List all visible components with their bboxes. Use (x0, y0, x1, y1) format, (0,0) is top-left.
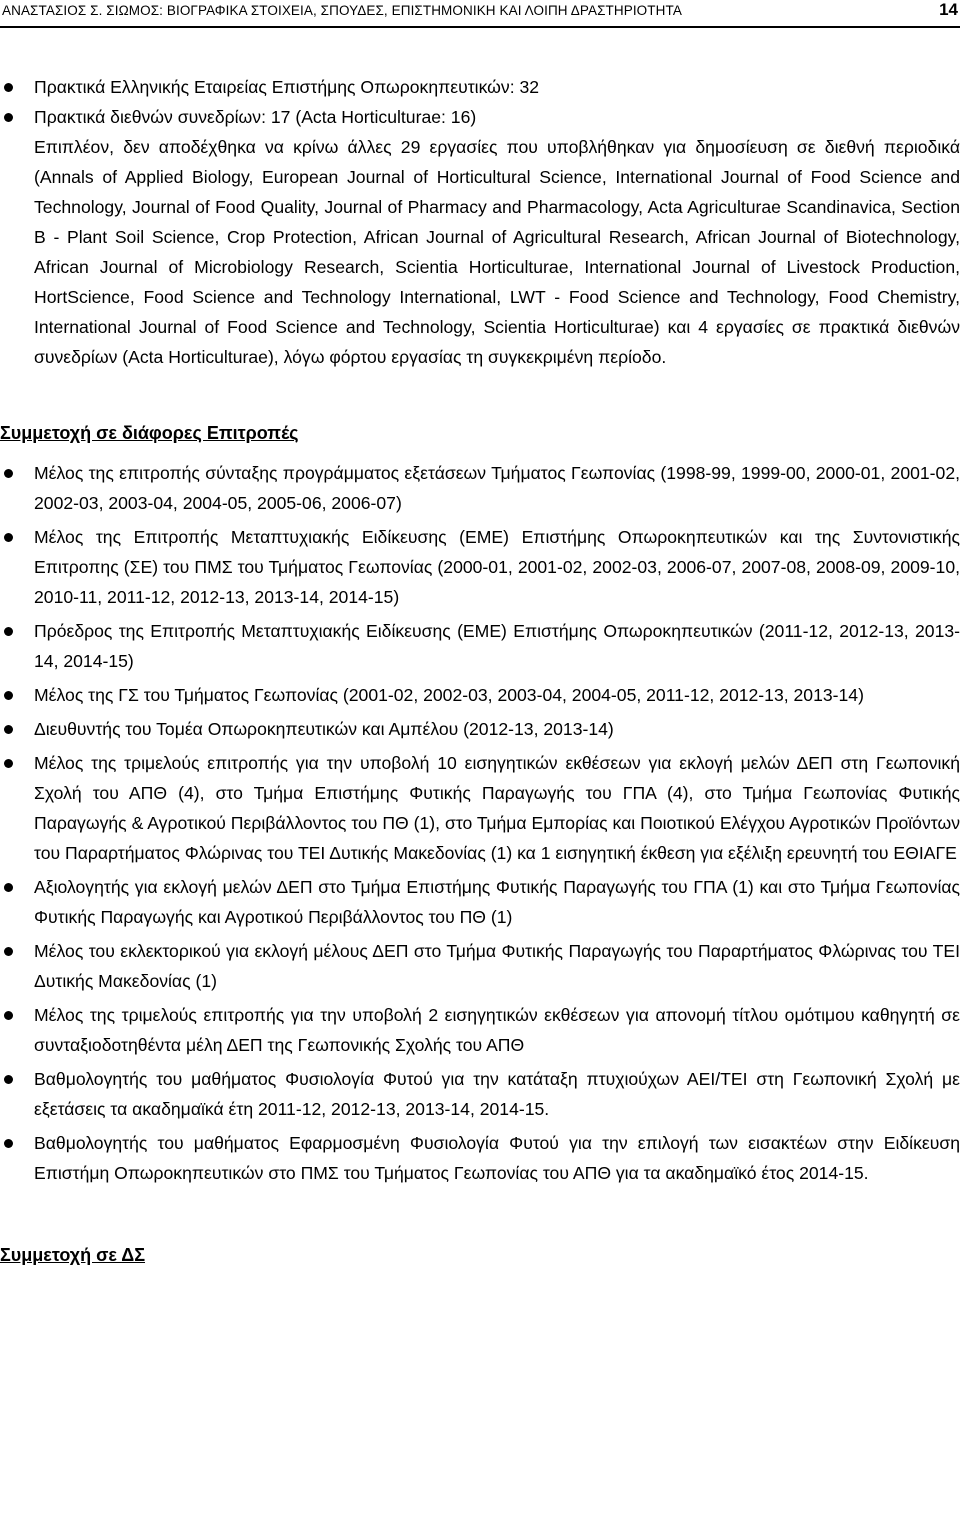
list-item: Μέλος της τριμελούς επιτροπής για την υποβολή 10 εισηγητικών εκθέσεων για εκλογή μελών ΔΕΠ στη Γεωπονική Σχολή του ΑΠΘ (4), στο Τμήμα Επιστήμης Φυτικής Παραγωγής του ΓΠΑ (4), στο Τμήμα Γεωπονίας Φυτικής Παραγωγής & Αγροτικού Περιβάλλοντος του ΠΘ (1), στο Τμήμα Εμπορίας και Ποιοτικού Ελέγχου Αγροτικών Προϊόντων του Παραρτήματος Φλώρινας του ΤΕΙ Δυτικής Μακεδονίας (1) κα 1 εισηγητική έκθεση για εξέλιξη ερευνητή του ΕΘΙΑΓΕ (0, 748, 960, 868)
section-title-committees: Συμμετοχή σε διάφορες Επιτροπές (0, 423, 299, 443)
section-title-boards: Συμμετοχή σε ΔΣ (0, 1245, 146, 1265)
list-item: Μέλος της ΓΣ του Τμήματος Γεωπονίας (2001-02, 2002-03, 2003-04, 2004-05, 2011-12, 2012-13, 2013-14) (0, 680, 960, 710)
list-item: Βαθμολογητής του μαθήματος Εφαρμοσμένη Φυσιολογία Φυτού για την επιλογή των εισακτέων στην Ειδίκευση Επιστήμη Οπωροκηπευτικών στο ΠΜΣ του Τμήματος Γεωπονίας του ΑΠΘ για τα ακαδημαϊκό έτος 2014-15. (0, 1128, 960, 1188)
page-header (0, 0, 960, 28)
list-item: Βαθμολογητής του μαθήματος Φυσιολογία Φυτού για την κατάταξη πτυχιούχων ΑΕΙ/ΤΕΙ στη Γεωπονική Σχολή με εξετάσεις τα ακαδημαϊκά έτη 2011-12, 2012-13, 2013-14, 2014-15. (0, 1064, 960, 1124)
page-content (0, 72, 960, 1270)
list-item: Μέλος της Επιτροπής Μεταπτυχιακής Ειδίκευσης (ΕΜΕ) Επιστήμης Οπωροκηπευτικών και της Συντονιστικής Επιτροπης (ΣΕ) του ΠΜΣ του Τμήματος Γεωπονίας (2000-01, 2001-02, 2002-03, 2006-07, 2007-08, 2008-09, 2009-10, 2010-11, 2011-12, 2012-13, 2013-14, 2014-15) (0, 522, 960, 612)
committees-list (0, 458, 960, 1188)
declined-reviews-paragraph: Επιπλέον, δεν αποδέχθηκα να κρίνω άλλες 29 εργασίες που υποβλήθηκαν για δημοσίευση σε διεθνή περιοδικά (Annals of Applied Biology, European Journal of Horticultural Science, International Journal of Food Science and Technology, Journal of Food Quality, Journal of Pharmacy and Pharmacology, Acta Agriculturae Scandinavica, Section B - Plant Soil Science, Crop Protection, African Journal of Agricultural Research, African Journal of Biotechnology, African Journal of Microbiology Research, Scientia Horticulturae, International Journal of Livestock Production, HortScience, Food Science and Technology International, LWT - Food Science and Technology, Food Chemistry, International Journal of Food Science and Technology, Scientia Horticulturae) και 4 εργασίες σε πρακτικά διεθνών συνεδρίων (Acta Horticulturae), λόγω φόρτου εργασίας τη συγκεκριμένη περίοδο. (34, 137, 960, 367)
list-item: Μέλος της επιτροπής σύνταξης προγράμματος εξετάσεων Τμήματος Γεωπονίας (1998-99, 1999-00, 2000-01, 2001-02, 2002-03, 2003-04, 2004-05, 2005-06, 2006-07) (0, 458, 960, 518)
publication-count-list (0, 72, 960, 132)
running-title: ΑΝΑΣΤΑΣΙΟΣ Σ. ΣΙΩΜΟΣ: ΒΙΟΓΡΑΦΙΚΑ ΣΤΟΙΧΕΙΑ, ΣΠΟΥΔΕΣ, ΕΠΙΣΤΗΜΟΝΙΚΗ ΚΑΙ ΛΟΙΠΗ ΔΡΑΣΤΗΡΙΟΤΗΤΑ (2, 3, 682, 18)
list-item: Μέλος της τριμελούς επιτροπής για την υποβολή 2 εισηγητικών εκθέσεων για απονομή τίτλου ομότιμου καθηγητή σε συνταξιοδοτηθέντα μέλη ΔΕΠ της Γεωπονικής Σχολής του ΑΠΘ (0, 1000, 960, 1060)
list-item: Πρακτικά διεθνών συνεδρίων: 17 (Acta Horticulturae: 16) (0, 102, 960, 132)
list-item: Πρόεδρος της Επιτροπής Μεταπτυχιακής Ειδίκευσης (ΕΜΕ) Επιστήμης Οπωροκηπευτικών (2011-12, 2012-13, 2013-14, 2014-15) (0, 616, 960, 676)
list-item: Διευθυντής του Τομέα Οπωροκηπευτικών και Αμπέλου (2012-13, 2013-14) (0, 714, 960, 744)
list-item: Πρακτικά Ελληνικής Εταιρείας Επιστήμης Οπωροκηπευτικών: 32 (0, 72, 960, 102)
page-number: 14 (939, 0, 958, 19)
list-item: Αξιολογητής για εκλογή μελών ΔΕΠ στο Τμήμα Επιστήμης Φυτικής Παραγωγής του ΓΠΑ (1) και στο Τμήμα Γεωπονίας Φυτικής Παραγωγής και Αγροτικού Περιβάλλοντος του ΠΘ (1) (0, 872, 960, 932)
list-item: Μέλος του εκλεκτορικού για εκλογή μέλους ΔΕΠ στο Τμήμα Φυτικής Παραγωγής του Παραρτήματος Φλώρινας του ΤΕΙ Δυτικής Μακεδονίας (1) (0, 936, 960, 996)
